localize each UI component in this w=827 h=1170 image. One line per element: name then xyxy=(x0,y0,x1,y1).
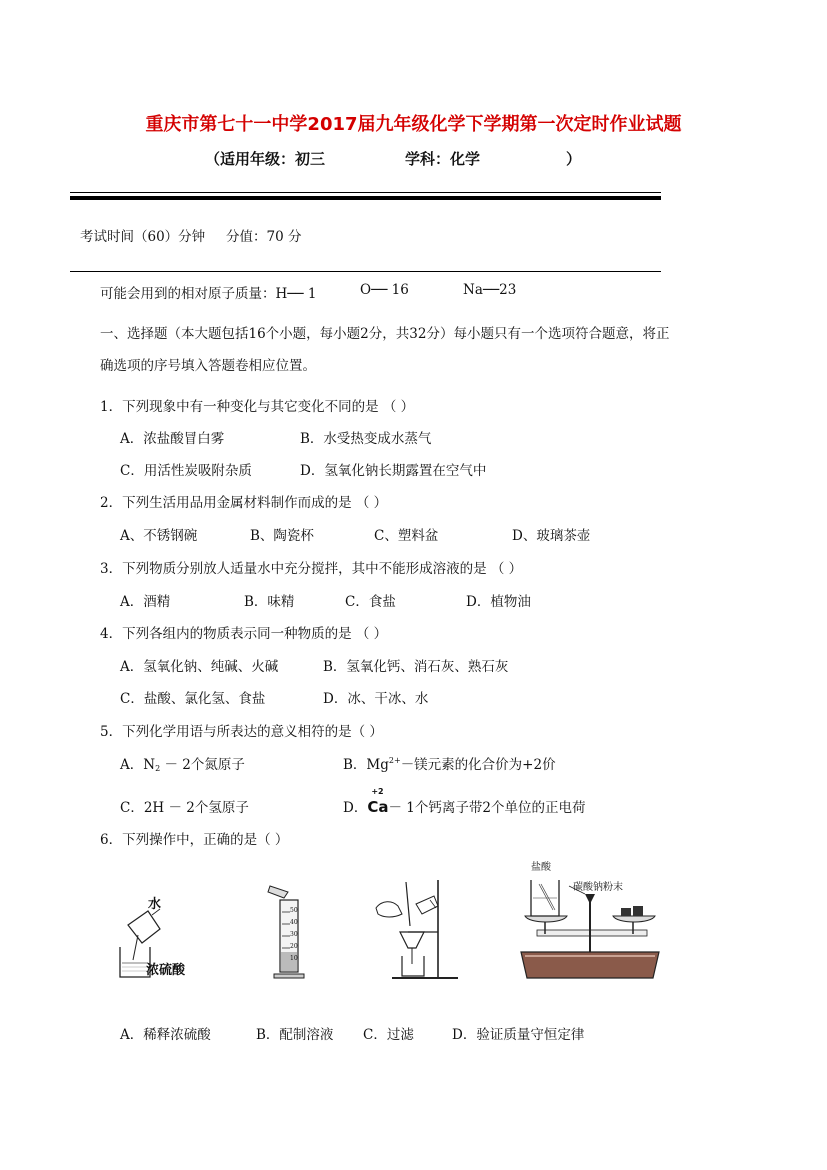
q3-option-c: C．食盐 xyxy=(345,594,396,610)
q5-b-pre: B．Mg xyxy=(343,757,389,773)
grade-label: （适用年级：初三 xyxy=(205,150,326,168)
top-rule-thin xyxy=(70,192,661,193)
section-instruction-2: 确选项的序号填入答题卷相应位置。 xyxy=(100,358,316,374)
q3-option-a: A．酒精 xyxy=(120,594,171,610)
figure-a xyxy=(108,885,218,985)
q1-option-a: A．浓盐酸冒白雾 xyxy=(120,431,225,447)
q2-option-c: C、塑料盆 xyxy=(374,528,439,544)
q5-option-a xyxy=(120,753,245,773)
q4-option-a: A．氢氧化钠、纯碱、火碱 xyxy=(120,659,279,675)
q5-d-pre: D． xyxy=(343,800,368,816)
exam-score: 分值：70 分 xyxy=(226,229,302,245)
q3-option-b: B．味精 xyxy=(244,594,295,610)
figure-a-water-label: 水 xyxy=(148,897,162,912)
q1-option-b: B．水受热变成水蒸气 xyxy=(300,431,432,447)
section-instruction-1: 一、选择题（本大题包括16个小题，每小题2分，共32分）每小题只有一个选项符合题意，将正 xyxy=(100,326,670,342)
q5-option-c: C．2H － 2个氢原子 xyxy=(120,800,249,816)
figure-b-scale-30: 30 xyxy=(290,931,298,938)
q5-a-post: － 2个氮原子 xyxy=(160,757,245,773)
atomic-mass-na: Na──23 xyxy=(463,282,517,298)
q4-option-d: D．冰、干冰、水 xyxy=(323,691,429,707)
info-rule xyxy=(70,271,661,272)
q5-option-b xyxy=(343,753,556,773)
atomic-mass-h: 可能会用到的相对原子质量：H── 1 xyxy=(100,286,317,302)
subject-label: 学科：化学 xyxy=(405,150,481,168)
q4-option-c: C．盐酸、氯化氢、食盐 xyxy=(120,691,266,707)
q6-option-a: A．稀释浓硫酸 xyxy=(120,1027,211,1043)
q5-b-post: －镁元素的化合价为+2价 xyxy=(400,757,556,773)
figure-b-scale-50: 50 xyxy=(290,907,298,914)
q5-d-charge: +2 xyxy=(371,787,384,796)
q2-option-b: B、陶瓷杯 xyxy=(250,528,314,544)
q3-option-d: D．植物油 xyxy=(466,594,531,610)
q5-d-el: Ca xyxy=(367,798,389,816)
figure-b xyxy=(260,882,320,982)
q6-option-c: C．过滤 xyxy=(363,1027,414,1043)
figure-a-acid-label: 浓硫酸 xyxy=(146,963,186,978)
figure-d-powder-label: 碳酸钠粉末 xyxy=(573,882,623,893)
q2-stem: 2．下列生活用品用金属材料制作而成的是 （ ） xyxy=(100,495,388,511)
q6-stem: 6．下列操作中，正确的是（ ） xyxy=(100,832,289,848)
figure-b-scale-40: 40 xyxy=(290,919,298,926)
q6-option-d: D．验证质量守恒定律 xyxy=(452,1027,585,1043)
figure-c xyxy=(372,878,472,983)
q1-stem: 1．下列现象中有一种变化与其它变化不同的是 （ ） xyxy=(100,399,415,415)
q5-d-element xyxy=(367,787,389,816)
q4-stem: 4．下列各组内的物质表示同一种物质的是 （ ） xyxy=(100,626,388,642)
q4-option-b: B．氢氧化钙、消石灰、熟石灰 xyxy=(323,659,509,675)
q6-option-b: B．配制溶液 xyxy=(256,1027,334,1043)
q5-b-sup: 2+ xyxy=(388,756,401,765)
atomic-mass-o: O── 16 xyxy=(360,282,409,298)
subject-end: ） xyxy=(566,150,582,168)
page-title: 重庆市第七十一中学2017届九年级化学下学期第一次定时作业试题 xyxy=(145,114,682,135)
q5-a-pre: A．N xyxy=(120,757,156,773)
q2-option-a: A、不锈钢碗 xyxy=(120,528,198,544)
figure-d-acid-label: 盐酸 xyxy=(531,862,551,873)
q5-a-sub: 2 xyxy=(155,764,161,773)
q2-option-d: D、玻璃茶壶 xyxy=(512,528,591,544)
q1-option-d: D．氢氧化钠长期露置在空气中 xyxy=(300,463,487,479)
figure-d xyxy=(515,858,665,986)
figure-b-scale-10: 10 xyxy=(290,955,298,962)
q5-d-post: － 1个钙离子带2个单位的正电荷 xyxy=(388,800,586,816)
q5-option-d xyxy=(343,787,586,816)
figure-c-drawing xyxy=(372,878,472,983)
exam-time: 考试时间（60）分钟 xyxy=(80,229,206,245)
q5-stem: 5．下列化学用语与所表达的意义相符的是（ ） xyxy=(100,724,383,740)
q1-option-c: C．用活性炭吸附杂质 xyxy=(120,463,252,479)
figure-b-scale-20: 20 xyxy=(290,943,298,950)
q3-stem: 3．下列物质分别放人适量水中充分搅拌，其中不能形成溶液的是 （ ） xyxy=(100,561,523,577)
top-rule-thick xyxy=(70,196,661,200)
